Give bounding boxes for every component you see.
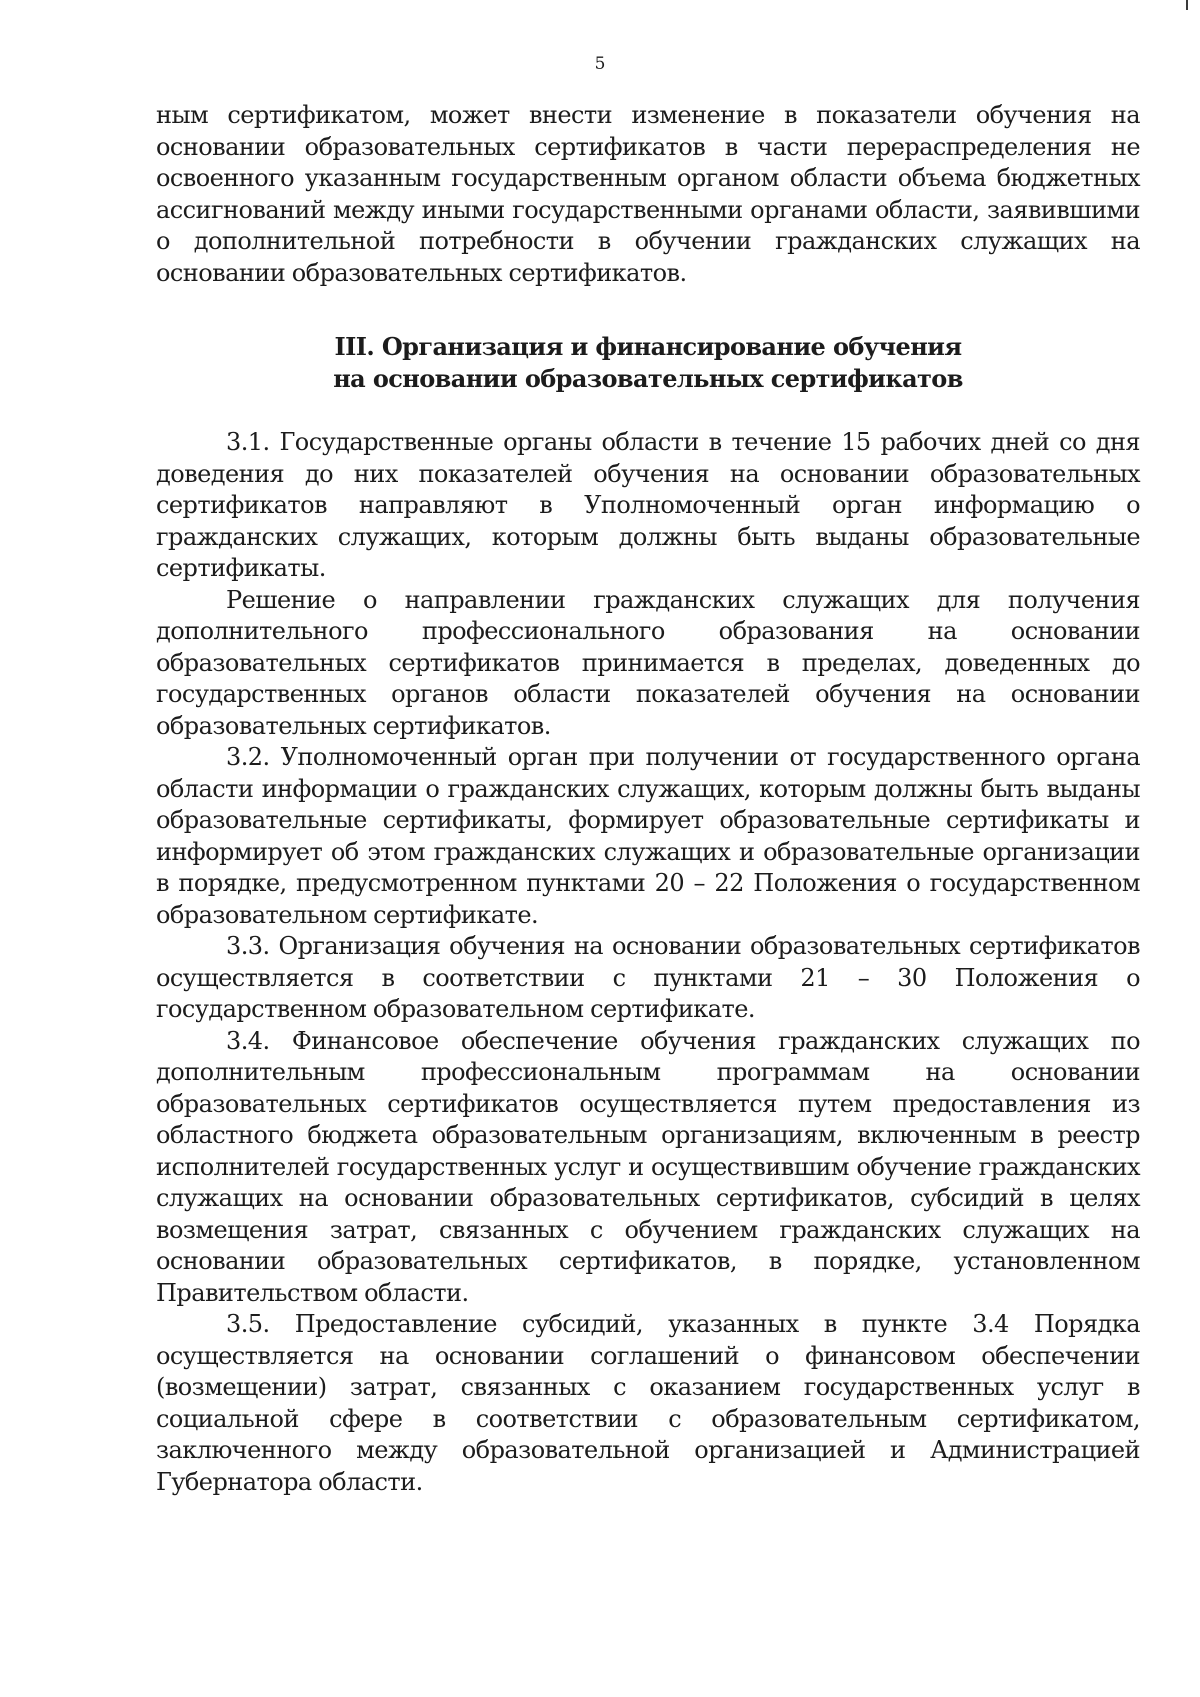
intro-paragraph: ным сертификатом, может внести изменение в показатели обучения на основании образовательных сертификатов в части перераспределения не освоенного указанным государственным органом области объема бюджетных ассигнований между иными государственными органами области, заявившими о дополнительной потребности в обучении гражданских служащих на основании образовательных сертификатов. <box>156 101 1140 287</box>
paragraph-3-3: 3.3. Организация обучения на основании образовательных сертификатов осуществляется в соответствии с пунктами 21 – 30 Положения о государственном образовательном сертификате. <box>156 932 1140 1023</box>
section-heading-line-2: на основании образовательных сертификатов <box>333 364 963 393</box>
paragraph-3-2: 3.2. Уполномоченный орган при получении от государственного органа области информации о гражданских служащих, которым должны быть выданы образовательные сертификаты, формирует образовательные сертификаты и информирует об этом гражданских служащих и образовательные организации в порядке, предусмотренном пунктами 20 – 22 Положения о государственном образовательном сертификате. <box>156 743 1140 929</box>
section-heading <box>156 331 1140 395</box>
paragraph-3-1-decision: Решение о направлении гражданских служащих для получения дополнительного профессионального образования на основании образовательных сертификатов принимается в пределах, доведенных до государственных органов области показателей обучения на основании образовательных сертификатов. <box>156 585 1140 740</box>
paragraph-3-5: 3.5. Предоставление субсидий, указанных в пункте 3.4 Порядка осуществляется на основании соглашений о финансовом обеспечении (возмещении) затрат, связанных с оказанием государственных услуг в социальной сфере в соответствии с образовательным сертификатом, заключенного между образовательной организацией и Администрацией Губернатора области. <box>156 1310 1140 1496</box>
paragraph-3-1: 3.1. Государственные органы области в течение 15 рабочих дней со дня доведения до них показателей обучения на основании образовательных сертификатов направляют в Уполномоченный орган информацию о гражданских служащих, которым должны быть выданы образовательные сертификаты. <box>156 428 1140 582</box>
page-content <box>156 100 1140 1498</box>
section-heading-line-1: III. Организация и финансирование обучения <box>334 332 962 361</box>
scan-edge-mark <box>1186 0 1188 10</box>
page-number: 5 <box>594 54 606 74</box>
paragraph-3-4: 3.4. Финансовое обеспечение обучения гражданских служащих по дополнительным профессиональным программам на основании образовательных сертификатов осуществляется путем предоставления из областного бюджета образовательным организациям, включенным в реестр исполнителей государственных услуг и осуществившим обучение гражданских служащих на основании образовательных сертификатов, субсидий в целях возмещения затрат, связанных с обучением гражданских служащих на основании образовательных сертификатов, в порядке, установленном Правительством области. <box>156 1026 1140 1307</box>
